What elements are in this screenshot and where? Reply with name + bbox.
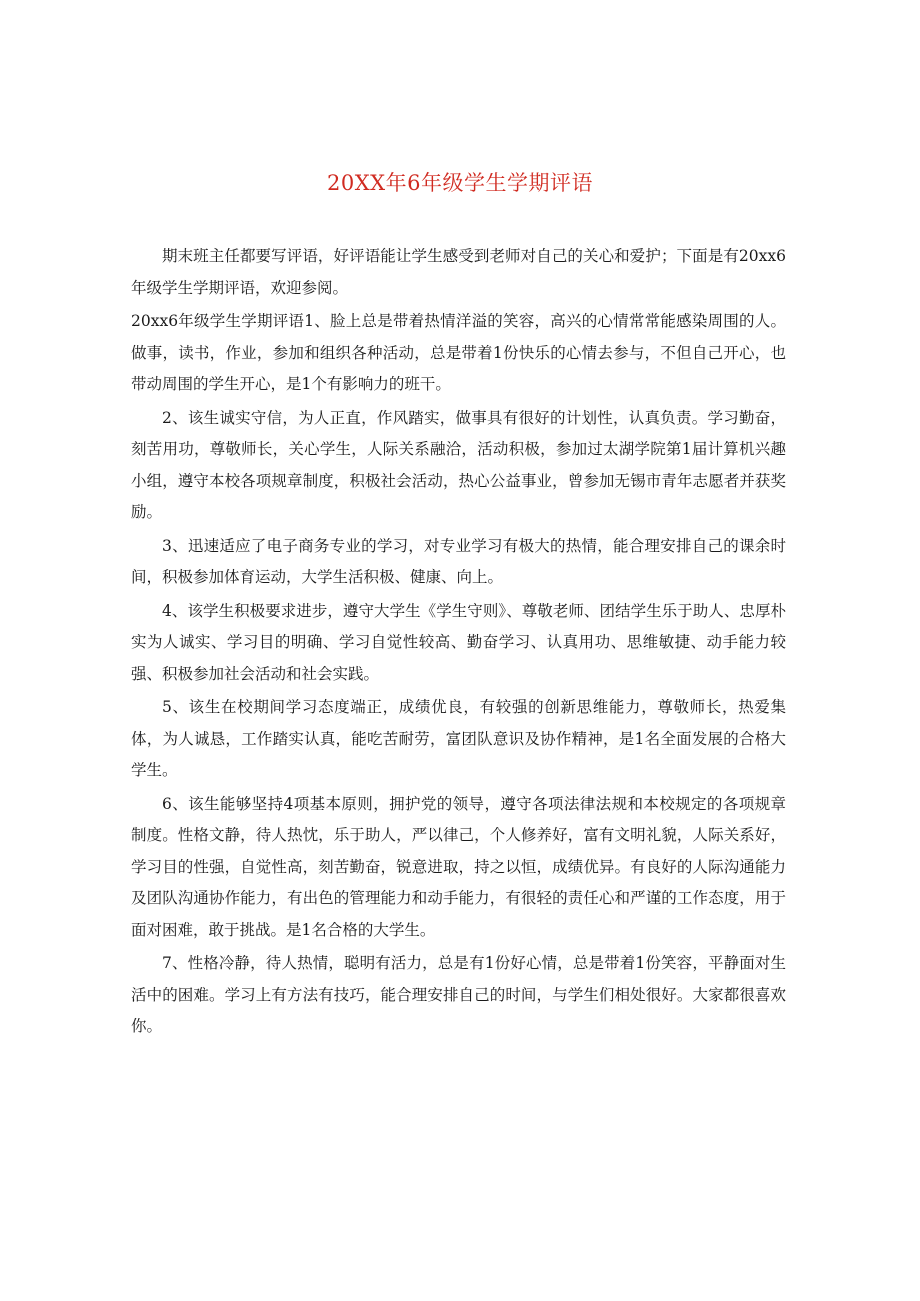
document-body	[131, 241, 786, 1045]
paragraph-comment-6: 6、该生能够坚持4项基本原则，拥护党的领导，遵守各项法律法规和本校规定的各项规章制度。性格文静，待人热忱，乐于助人，严以律己，个人修养好，富有文明礼貌，人际关系好，学习目的性强，自觉性高，刻苦勤奋，锐意进取，持之以恒，成绩优异。有良好的人际沟通能力及团队沟通协作能力，有出色的管理能力和动手能力，有很轻的责任心和严谨的工作态度，用于面对困难，敢于挑战。是1名合格的大学生。	[131, 794, 786, 939]
paragraph-comment-2: 2、该生诚实守信，为人正直，作风踏实，做事具有很好的计划性，认真负责。学习勤奋，刻苦用功，尊敬师长，关心学生，人际关系融洽，活动积极，参加过太湖学院第1届计算机兴趣小组，遵守本校各项规章制度，积极社会活动，热心公益事业，曾参加无锡市青年志愿者并获奖励。	[131, 408, 786, 521]
document-title: 20XX年6年级学生学期评语	[327, 171, 593, 195]
paragraph-comment-3: 3、迅速适应了电子商务专业的学习，对专业学习有极大的热情，能合理安排自己的课余时间，积极参加体育运动，大学生活积极、健康、向上。	[131, 536, 786, 586]
paragraph-comment-5: 5、该生在校期间学习态度端正，成绩优良，有较强的创新思维能力，尊敬师长，热爱集体，为人诚恳，工作踏实认真，能吃苦耐劳，富团队意识及协作精神，是1名全面发展的合格大学生。	[131, 698, 786, 779]
paragraph-comment-4: 4、该学生积极要求进步，遵守大学生《学生守则》、尊敬老师、团结学生乐于助人、忠厚朴实为人诚实、学习目的明确、学习自觉性较高、勤奋学习、认真用功、思维敏捷、动手能力较强、积极参加社会活动和社会实践。	[131, 601, 786, 683]
paragraph-intro: 期末班主任都要写评语，好评语能让学生感受到老师对自己的关心和爱护；下面是有20xx6年级学生学期评语，欢迎参阅。	[131, 247, 786, 297]
paragraph-comment-7: 7、性格冷静，待人热情，聪明有活力，总是有1份好心情，总是带着1份笑容，平静面对生活中的困难。学习上有方法有技巧，能合理安排自己的时间，与学生们相处很好。大家都很喜欢你。	[131, 954, 786, 1035]
paragraph-comment-1: 20xx6年级学生学期评语1、脸上总是带着热情洋溢的笑容，高兴的心情常常能感染周围的人。做事，读书，作业，参加和组织各种活动，总是带着1份快乐的心情去参与，不但自己开心，也带动周围的学生开心，是1个有影响力的班干。	[131, 312, 786, 393]
